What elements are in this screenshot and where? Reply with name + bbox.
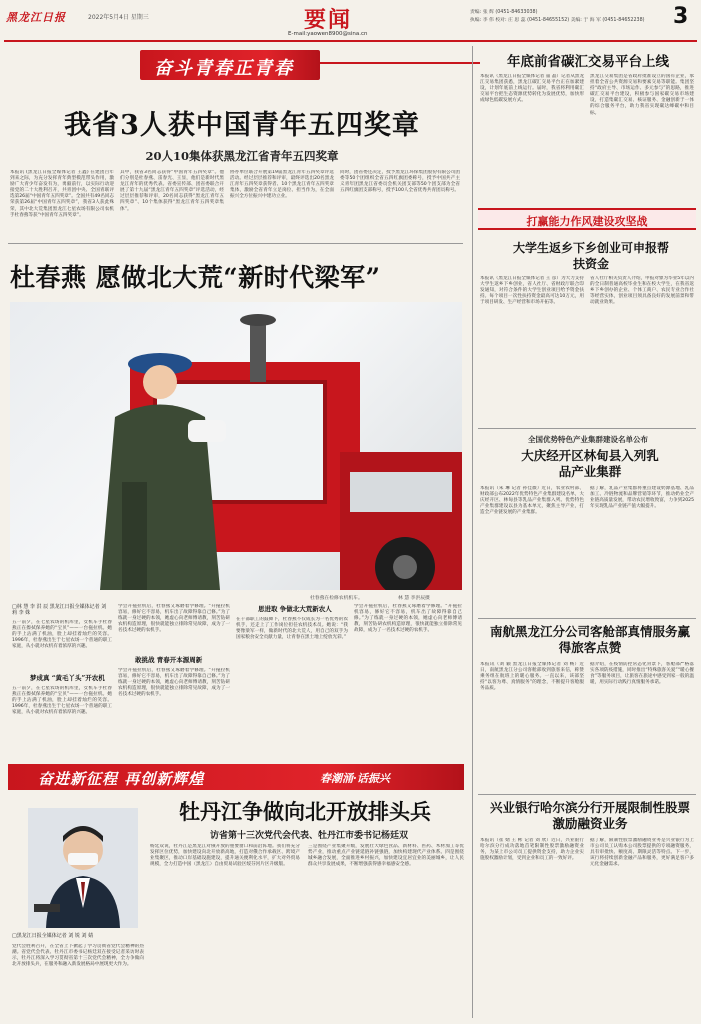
a1-col-1: 本报讯（黑龙江日报全媒体记者 董 晶）记者从黑龙江交易集团获悉，黑龙江碳汇交易平台正在加紧建设，计划年底前上线运行。届时，我省将利用碳汇交易平台把生态资源优势转化为发展优势，加快形成绿色低碳发展方式。 bbox=[480, 74, 584, 104]
a4-col-1: 本报讯（刘 颖 黑龙江日报全媒体记者 刘 畅）近日，南航黑龙江分公司客舱部收到旅客来信，称赞乘务组在航班上的暖心服务。一直以来，该部坚持“以客为尊、真情服务”的理念，不断提升客舱服务品质。 bbox=[480, 662, 584, 692]
a5-headline: 兴业银行哈尔滨分行开展限制性股票激励融资业务 bbox=[490, 800, 691, 831]
feature-photo-caption: 杜春燕在检修农机机车。 bbox=[310, 596, 363, 601]
page-number: 3 bbox=[673, 4, 689, 29]
interview-subhead: 访省第十三次党代会代表、牡丹江市委书记杨廷双 bbox=[209, 831, 408, 841]
a5-col-1: 本报讯（崔 婧 王 彬 记者 刘 欣）近日，兴业银行哈尔滨分行成功落地首笔限制性股票激励融资业务，为某上市公司员工提供资金支持，助力企业实施股权激励计划，受到企业和员工的一致好评。 bbox=[480, 838, 584, 862]
banner-mid bbox=[8, 764, 464, 790]
a1-headline: 年底前省碳汇交易平台上线 bbox=[507, 54, 669, 70]
a5-col-2: 据了解，限制性股票激励融资业务是兴业银行为上市公司员工认购本公司股票提供的专项融资服务，具有审批快、额度高、期限灵活等特点。下一步，该行将持续创新金融产品和服务，更好满足客户多元化金融需求。 bbox=[590, 838, 694, 868]
lead-col-3: 协办单位联合开展第19届黑龙江青年五四奖章评选活动。经过层层推荐和评审，最终评选出20名黑龙江青年五四奖章获得者、10个黑龙江青年五四奖章集体，激励全省青年立足岗位、担当作为，在全面振兴全方位振兴中建功立业。 bbox=[230, 170, 334, 200]
issue-date: 2022年5月4日 星期三 bbox=[88, 14, 149, 21]
feature-photo bbox=[10, 302, 462, 590]
feature-col-4: 学会开拖拉机后，杜春燕又琢磨着学修理。“开拖拉机容易，修好它不容易，机车出了故障得靠自己修。”为了练就一身过硬的本领，她虚心向老师傅请教，刻苦钻研农机构造原理，很快就能独立排除常见故障，成为了一名技术过硬的农机手。 bbox=[354, 604, 462, 634]
lead-col-2: 其中，我省3名同志获得“中国青年五四奖章”。他们分别是杜春燕、雷春光、王显，他们是新时代黑龙江青年的优秀代表。省委宣传部、团省委联合开展了第十九届“黑龙江青年五四奖章”评选活动，经过层层推荐和评审，20名同志获得“黑龙江青年五四奖章”、10个集体获得“黑龙江青年五四奖章集体”。 bbox=[120, 170, 224, 212]
section-title: 要闻 bbox=[304, 7, 353, 33]
a1-col-2: 黑龙江交易集团是省政府批准设立的国有企业，承担着全省公共资源交易和要素交易等职能。集团坚持“政府主导、市场运作、多元参与”的思路，推进碳汇交易平台建设，积极参与国家碳交易市场建设，打造集碳汇交易、核证服务、金融创新于一体的综合服务平台，助力我省实现碳达峰碳中和目标。 bbox=[590, 74, 694, 116]
interviewee-portrait bbox=[28, 808, 138, 928]
interview-col-1: 党代会胜利召开，在全省上下掀起了学习贯彻省党代会精神的热潮。省党代会代表、牡丹江市委书记杨廷双在接受记者采访时表示，牡丹江将深入学习贯彻省第十三次党代会精神，全力争做向北开放排头兵，在服务和融入新发展格局中展现更大作为。 bbox=[12, 944, 144, 968]
masthead-rule bbox=[4, 40, 697, 42]
banner-mid-left: 奋进新征程 再创新辉煌 bbox=[38, 770, 205, 788]
feature-byline: □林 慧 李 洪 辰 黑龙江日报全媒体记者 刘 莉 李 姝 bbox=[12, 604, 107, 617]
feature-headline: 杜春燕 愿做北大荒“新时代梁军” bbox=[10, 263, 381, 292]
a4-headline: 南航黑龙江分公司客舱部真情服务赢得旅客点赞 bbox=[490, 624, 691, 655]
layout-credit: 执编: 李 伟 校对: 庄 思 蕊 (0451-84655152) 美编: 于 海 军 (0451-84652238) bbox=[470, 18, 645, 23]
column-divider bbox=[472, 46, 473, 1018]
masthead bbox=[0, 0, 701, 42]
a3-divider bbox=[478, 618, 696, 619]
editor-credit: 责编: 张 辉 (0451-84633038) bbox=[470, 10, 538, 15]
contact-email: E-mail:yaowen8900@sina.cn bbox=[288, 31, 368, 37]
a3-col-1: 本报讯（朱 琳 记者 孙佳薇）近日，农业农村部、财政部公布2022年优势特色产业集群建设名单，大庆经开区、林甸县等乳品产业集群入列。优势特色产业集群建设以县为基本单元，聚焦主导产业，打造全产业链发展的产业集群。 bbox=[480, 486, 584, 516]
feature-subtitle-1: 梦成真 “黄毛丫头”开农机 bbox=[30, 674, 105, 682]
feature-photo-credit: 林 慧 李洪辰摄 bbox=[398, 596, 430, 601]
a2-col-1: 本报讯（黑龙江日报全媒体记者 王 彦）为大力支持大学生返乡下乡创业，省人社厅、省财政厅联合印发通知，对符合条件的大学生创业项目给予资金扶持。每个项目一次性扶持资金最高可达10万元，用于项目研发、生产经营和市场开拓等。 bbox=[480, 276, 584, 306]
newspaper-logo: 黑龙江日报 bbox=[6, 11, 66, 24]
feature-col-1: 五一前夕，在七星农场的机库里，女机车手杜春燕正在擦拭保养她的“宝贝”——一台拖拉机。她的手上沾满了机油，脸上却挂着灿烂的笑容。1996年，杜春燕出生于七星农场一个普通的职工家庭，从小就对农机有着浓厚的兴趣。 bbox=[12, 686, 112, 716]
feature-subtitle-2: 敢挑战 青春开本源周新 bbox=[135, 656, 203, 664]
interview-col-3: 三是围绕产业集聚升级，发展壮大绿色食品、新材料、医药、木材加工等优势产业，推动重点产业链延链补链强链，加快构建现代产业体系。四是围绕城乡融合发展，全面推进乡村振兴，加快建设宜居宜业的美丽城乡，让人民群众共享发展成果，不断增强获得感幸福感安全感。 bbox=[308, 844, 464, 868]
lead-col-4: 同时，团省委还决定，授予黑龙江环保集团股份有限公司团委等50个团组织全省五四红旗团委称号，授予中国共产主义青年团黑龙江省委员会机关团支部等50个团支部为全省五四红旗团支部称号，授予100人全省优秀共青团员称号。 bbox=[340, 170, 460, 194]
a2-divider bbox=[478, 428, 696, 429]
feature-subtitle-3: 思进取 争做北大荒新农人 bbox=[258, 605, 332, 613]
banner-top-text: 奋斗青春正青春 bbox=[154, 58, 294, 79]
lead-subhead: 20人10集体获黑龙江省青年五四奖章 bbox=[145, 149, 339, 163]
a2-col-2: 省人社厅相关负责人介绍，申报对象为毕业5年以内的全日制普通高校毕业生和在校大学生，在我省返乡下乡创办的企业、个体工商户、农民专业合作社等经营实体，创业项目须具备良好的发展前景和带动就业效果。 bbox=[590, 276, 694, 306]
a4-divider bbox=[478, 794, 696, 795]
tractor-illustration bbox=[10, 302, 462, 590]
feature-body-intro: 五一前夕，在七星农场的机库里，女机车手杜春燕正在擦拭保养她的“宝贝”——一台拖拉机。她的手上沾满了机油，脸上却挂着灿烂的笑容。1996年，杜春燕出生于七星农场一个普通的职工家庭，从小就对农机有着浓厚的兴趣。 bbox=[12, 620, 112, 650]
a3-headline: 大庆经开区林甸县入列乳品产业集群 bbox=[521, 448, 659, 479]
lead-col-1: 本报讯 (黑龙江日报全媒体记者 王鑫) 在建团百年到来之际，为充分发挥青年典型模范带头作用，激励广大青少年奋发有为，勇毅前行，以实际行动迎接党的二十大胜利召开，共青团中央、全国青联评选第26届“中国青年五四奖章”。全国共有49名同志荣获第26届“中国青年五四奖章”，我省3人获此殊荣，其中北大荒集团黑龙江七星农场有限公司农机手杜春燕等获“中国青年五四奖章”。 bbox=[10, 170, 114, 218]
feature-col-3: 在干部职工的鼓舞下，杜春燕不仅成长为一名优秀的农机手，还走上了工作岗位担任农机技术员。她说：“我要像梁军一样，做新时代的北大荒人，用自己的双手为国家粮食安全贡献力量，让青春在黑土地上绽放光彩。” bbox=[236, 617, 348, 641]
right-banner-text: 打赢能力作风建设攻坚战 bbox=[526, 215, 648, 228]
a3-col-2: 据了解，乳品产业集群将重点建设奶源基地、乳品加工、冷链物流和品牌营销等环节，推动奶业全产业链高质量发展，带动农民增收致富，力争到2025年实现乳品产业链产值大幅提升。 bbox=[590, 486, 694, 510]
a4-col-2: 据介绍，在疫情防控常态化背景下，客舱部严格落实各项防疫措施，同时推出“特殊旅客关爱”“暖心餐食”等服务项目，让旅客在旅途中感受到家一般的温暖，用实际行动践行真情服务承诺。 bbox=[590, 662, 694, 686]
lead-headline: 我省3人获中国青年五四奖章 bbox=[64, 110, 420, 141]
interview-byline: □黑龙江日报全媒体记者 刘 锐 刘 婧 bbox=[12, 933, 94, 939]
interview-col-2: 杨廷双说，牡丹江是黑龙江对俄开放的重要窗口和前沿阵地。我们将充分发挥区位优势，加快建设向北开放新高地，打造对俄合作承载区、跨境产业集聚区，推动口岸基础设施建设，提升通关便利化水平，扩大对外贸易规模，全力打造中国（黑龙江）自由贸易试验区绥芬河片区升级版。 bbox=[150, 844, 300, 868]
banner-top bbox=[140, 50, 320, 80]
a2-headline: 大学生返乡下乡创业可申报帮扶资金 bbox=[512, 241, 669, 271]
a3-kicker: 全国优势特色产业集群建设名单公布 bbox=[528, 435, 648, 444]
interview-photo bbox=[28, 808, 138, 928]
lead-divider bbox=[8, 243, 463, 244]
banner-top-decoration bbox=[320, 62, 480, 64]
feature-col-2b: 学会开拖拉机后，杜春燕又琢磨着学修理。“开拖拉机容易，修好它不容易，机车出了故障得靠自己修。”为了练就一身过硬的本领，她虚心向老师傅请教，刻苦钻研农机构造原理，很快就能独立排除常见故障，成为了一名技术过硬的农机手。 bbox=[118, 668, 230, 698]
feature-col-2a: 学会开拖拉机后，杜春燕又琢磨着学修理。“开拖拉机容易，修好它不容易，机车出了故障得靠自己修。”为了练就一身过硬的本领，她虚心向老师傅请教，刻苦钻研农机构造原理，很快就能独立排除常见故障，成为了一名技术过硬的农机手。 bbox=[118, 604, 230, 634]
interview-headline: 牡丹江争做向北开放排头兵 bbox=[179, 799, 431, 824]
right-banner bbox=[478, 208, 696, 230]
banner-mid-right: 春潮涌·话振兴 bbox=[320, 772, 390, 785]
